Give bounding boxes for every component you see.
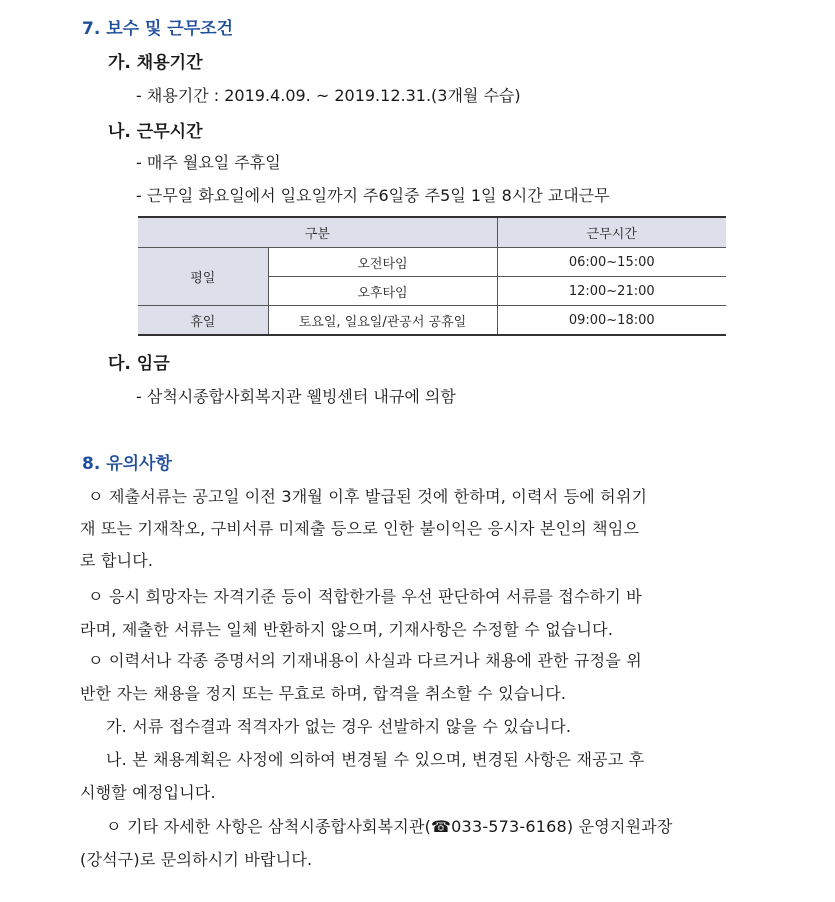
notice-line: 반한 자는 채용을 정지 또는 무효로 하며, 합격을 취소할 수 있습니다. xyxy=(80,684,567,703)
section-7-title: 7. 보수 및 근무조건 xyxy=(82,19,233,39)
row-type: 오전타임 xyxy=(268,248,497,277)
row-type: 토요일, 일요일/관공서 공휴일 xyxy=(268,306,497,336)
notice-line: 로 합니다. xyxy=(80,551,154,570)
row-group-weekday: 평일 xyxy=(138,248,268,306)
notice-line: ㅇ 제출서류는 공고일 이전 3개월 이후 발급된 것에 한하며, 이력서 등에 허위기 xyxy=(88,487,648,506)
subsection-b-title: 나. 근무시간 xyxy=(108,122,203,142)
subsection-c-title: 다. 임금 xyxy=(108,354,170,374)
notice-line: 시행할 예정입니다. xyxy=(80,783,216,802)
wage-item: - 삼척시종합사회복지관 웰빙센터 내규에 의함 xyxy=(136,387,456,406)
table-row xyxy=(138,248,726,277)
row-group-holiday: 휴일 xyxy=(138,306,268,336)
header-work-hours: 근무시간 xyxy=(497,217,726,248)
row-type: 오후타임 xyxy=(268,277,497,306)
row-time: 12:00~21:00 xyxy=(497,277,726,306)
notice-line: 가. 서류 접수결과 적격자가 없는 경우 선발하지 않을 수 있습니다. xyxy=(106,717,572,736)
header-category: 구분 xyxy=(138,217,497,248)
table-row xyxy=(138,306,726,336)
notice-line: 재 또는 기재착오, 구비서류 미제출 등으로 인한 불이익은 응시자 본인의 책임으 xyxy=(80,519,640,538)
notice-line: (강석구)로 문의하시기 바랍니다. xyxy=(80,850,313,869)
section-8-title: 8. 유의사항 xyxy=(82,454,172,474)
weekly-holiday-item: - 매주 월요일 주휴일 xyxy=(136,153,281,172)
notice-line: 라며, 제출한 서류는 일체 반환하지 않으며, 기재사항은 수정할 수 없습니다. xyxy=(80,620,614,639)
notice-line: 나. 본 채용계획은 사정에 의하여 변경될 수 있으며, 변경된 사항은 재공고 후 xyxy=(106,750,645,769)
notice-line: ㅇ 이력서나 각종 증명서의 기재내용이 사실과 다르거나 채용에 관한 규정을 위 xyxy=(88,651,642,670)
row-time: 06:00~15:00 xyxy=(497,248,726,277)
notice-line: ㅇ 기타 자세한 사항은 삼척시종합사회복지관(☎033-573-6168) 운영지원과장 xyxy=(106,817,673,836)
employment-period-item: - 채용기간 : 2019.4.09. ~ 2019.12.31.(3개월 수습) xyxy=(136,86,521,105)
row-time: 09:00~18:00 xyxy=(497,306,726,336)
table-header-row xyxy=(138,217,726,248)
work-hours-table xyxy=(138,216,726,336)
shift-work-item: - 근무일 화요일에서 일요일까지 주6일중 주5일 1일 8시간 교대근무 xyxy=(136,186,610,205)
notice-line: ㅇ 응시 희망자는 자격기준 등이 적합한가를 우선 판단하여 서류를 접수하기 바 xyxy=(88,587,642,606)
subsection-a-title: 가. 채용기간 xyxy=(108,53,203,73)
